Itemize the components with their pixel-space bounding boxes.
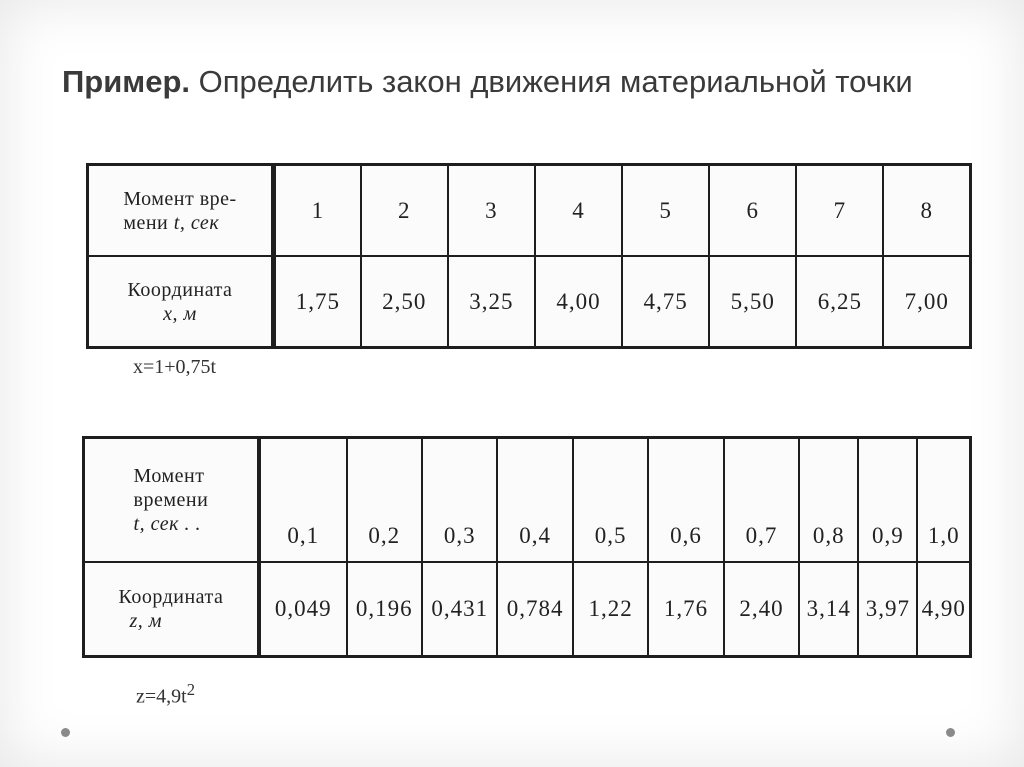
table-cell: 1,22 — [573, 562, 648, 657]
header-var: x, м — [163, 302, 197, 325]
slide-dot-right — [946, 728, 955, 737]
table-cell: 4,90 — [917, 562, 970, 657]
table-cell: 4,00 — [535, 256, 622, 348]
slide-dot-left — [61, 728, 70, 737]
table-cell: 0,6 — [648, 438, 723, 562]
table-cell: 3,25 — [448, 256, 535, 348]
table-cell: 5,50 — [709, 256, 796, 348]
header-line: Момент вре- — [123, 187, 237, 210]
row-header-time — [84, 438, 259, 562]
row-header-coord — [88, 256, 274, 348]
header-line: Координата — [118, 585, 224, 608]
title-text: Определить закон движения материальной точки — [190, 64, 913, 99]
table-cell: 7,00 — [883, 256, 970, 348]
formula-1: x=1+0,75t — [133, 356, 217, 378]
table-cell: 2,40 — [724, 562, 799, 657]
table-cell: 4 — [535, 165, 622, 257]
slide-title — [62, 62, 962, 102]
header-line: времени — [133, 488, 209, 511]
table-cell: 1,0 — [917, 438, 970, 562]
table-cell: 0,7 — [724, 438, 799, 562]
header-var: t, сек . . — [133, 512, 201, 535]
table-cell: 6,25 — [796, 256, 883, 348]
table-row-coord — [88, 256, 971, 348]
table-cell: 0,196 — [347, 562, 422, 657]
formula-exponent: 2 — [186, 680, 196, 699]
table-2-scan — [82, 436, 972, 658]
table-cell: 0,5 — [573, 438, 648, 562]
table-cell: 7 — [796, 165, 883, 257]
table-row-coord — [84, 562, 971, 657]
table-cell: 5 — [622, 165, 709, 257]
table-cell: 0,4 — [497, 438, 572, 562]
table-cell: 1 — [274, 165, 361, 257]
table-cell: 0,431 — [422, 562, 497, 657]
table-cell: 0,3 — [422, 438, 497, 562]
table-1 — [86, 163, 972, 349]
table-cell: 3,14 — [799, 562, 858, 657]
header-line: Координата — [127, 278, 233, 301]
row-header-coord — [84, 562, 259, 657]
table-cell: 2,50 — [361, 256, 448, 348]
header-line: мени — [123, 211, 174, 234]
table-row-time — [88, 165, 971, 257]
table-cell: 0,9 — [858, 438, 917, 562]
formula-2 — [136, 680, 195, 709]
table-cell: 0,8 — [799, 438, 858, 562]
table-cell: 2 — [361, 165, 448, 257]
table-cell: 4,75 — [622, 256, 709, 348]
table-cell: 0,049 — [259, 562, 347, 657]
table-cell: 0,2 — [347, 438, 422, 562]
table-cell: 0,1 — [259, 438, 347, 562]
header-line: Момент — [133, 464, 205, 487]
table-cell: 0,784 — [497, 562, 572, 657]
formula-base: z=4,9t — [136, 685, 187, 708]
title-bold: Пример. — [62, 64, 190, 99]
table-cell: 3,97 — [858, 562, 917, 657]
header-var: t, сек — [173, 211, 220, 234]
table-2 — [82, 436, 972, 658]
row-header-time — [88, 165, 274, 257]
table-cell: 1,75 — [274, 256, 361, 348]
table-cell: 8 — [883, 165, 970, 257]
header-var: z, м — [129, 609, 163, 632]
table-1-scan — [86, 163, 972, 349]
table-cell: 6 — [709, 165, 796, 257]
table-row-time — [84, 438, 971, 562]
table-cell: 3 — [448, 165, 535, 257]
table-cell: 1,76 — [648, 562, 723, 657]
